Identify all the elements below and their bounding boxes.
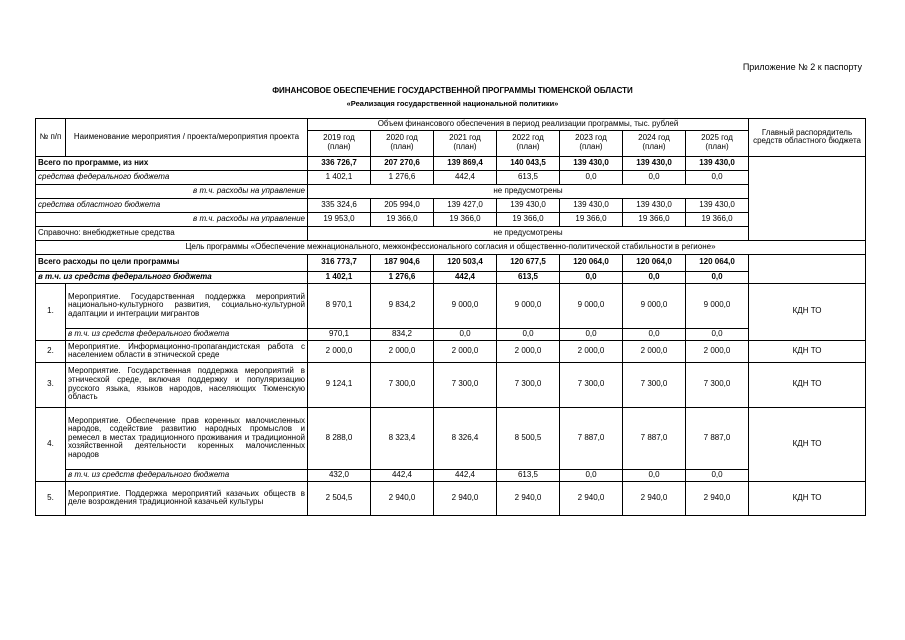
header-row-1	[36, 119, 866, 131]
federal-value: 0,0	[623, 170, 686, 184]
measure-value: 7 887,0	[623, 407, 686, 469]
total-value: 139 869,4	[434, 156, 497, 170]
federal-label: средства федерального бюджета	[36, 170, 308, 184]
measure-federal-value: 432,0	[308, 469, 371, 481]
measure-value: 2 940,0	[623, 481, 686, 515]
measure-value: 2 000,0	[686, 340, 749, 362]
measure-value: 9 000,0	[434, 283, 497, 328]
total-value: 207 270,6	[371, 156, 434, 170]
measure-row	[36, 407, 866, 469]
measure-federal-value: 442,4	[434, 469, 497, 481]
goal-federal-value: 0,0	[560, 271, 623, 283]
measure-value: 8 326,4	[434, 407, 497, 469]
regional-value: 139 430,0	[497, 198, 560, 212]
measure-federal-value: 0,0	[434, 328, 497, 340]
measure-value: 2 940,0	[686, 481, 749, 515]
regional-mgmt-label: в т.ч. расходы на управление	[36, 212, 308, 226]
total-value: 139 430,0	[686, 156, 749, 170]
document-title: ФИНАНСОВОЕ ОБЕСПЕЧЕНИЕ ГОСУДАРСТВЕННОЙ ПРОГРАММЫ ТЮМЕНСКОЙ ОБЛАСТИ	[272, 86, 633, 95]
regional-mgmt-row	[36, 212, 866, 226]
measure-value: 7 300,0	[371, 362, 434, 407]
regional-mgmt-value: 19 953,0	[308, 212, 371, 226]
measure-name: Мероприятие. Информационно-пропагандистская работа с населением области в этнической среде	[66, 340, 308, 362]
goal-federal-value: 0,0	[623, 271, 686, 283]
manager-blank-cell	[749, 156, 866, 240]
federal-value: 0,0	[560, 170, 623, 184]
measure-value: 8 323,4	[371, 407, 434, 469]
goal-total-value: 120 064,0	[560, 254, 623, 271]
federal-value: 613,5	[497, 170, 560, 184]
measure-row	[36, 283, 866, 328]
measure-value: 2 000,0	[497, 340, 560, 362]
total-value: 139 430,0	[560, 156, 623, 170]
measure-value: 7 300,0	[434, 362, 497, 407]
measure-num: 5.	[36, 481, 66, 515]
measure-value: 9 000,0	[623, 283, 686, 328]
measure-name: Мероприятие. Поддержка мероприятий казачьих обществ в деле возрождения традиционной казачьей культуры	[66, 481, 308, 515]
measure-manager: КДН ТО	[749, 340, 866, 362]
measure-row	[36, 340, 866, 362]
measure-value: 7 300,0	[686, 362, 749, 407]
measure-federal-row	[36, 469, 866, 481]
measure-value: 2 000,0	[371, 340, 434, 362]
offbudget-text: не предусмотрены	[308, 226, 749, 240]
header-year-2019: 2019 год (план)	[308, 130, 371, 156]
measure-value: 7 887,0	[560, 407, 623, 469]
offbudget-row	[36, 226, 866, 240]
measure-federal-row	[36, 328, 866, 340]
measure-row	[36, 362, 866, 407]
measure-federal-value: 613,5	[497, 469, 560, 481]
goal-total-value: 120 064,0	[623, 254, 686, 271]
measure-value: 9 124,1	[308, 362, 371, 407]
goal-row	[36, 240, 866, 254]
measure-manager: КДН ТО	[749, 481, 866, 515]
goal-total-value: 120 503,4	[434, 254, 497, 271]
measure-federal-value: 0,0	[686, 469, 749, 481]
regional-label: средства областного бюджета	[36, 198, 308, 212]
measure-value: 2 940,0	[371, 481, 434, 515]
measure-value: 2 504,5	[308, 481, 371, 515]
goal-federal-value: 442,4	[434, 271, 497, 283]
regional-mgmt-value: 19 366,0	[686, 212, 749, 226]
measure-value: 2 940,0	[560, 481, 623, 515]
regional-value: 335 324,6	[308, 198, 371, 212]
measure-federal-value: 0,0	[686, 328, 749, 340]
federal-value: 1 402,1	[308, 170, 371, 184]
goal-total-value: 316 773,7	[308, 254, 371, 271]
goal-federal-value: 0,0	[686, 271, 749, 283]
measure-value: 9 834,2	[371, 283, 434, 328]
document-subtitle: «Реализация государственной национальной политики»	[346, 99, 559, 108]
regional-mgmt-value: 19 366,0	[371, 212, 434, 226]
goal-federal-row	[36, 271, 866, 283]
measure-num: 4.	[36, 407, 66, 481]
measure-manager: КДН ТО	[749, 407, 866, 481]
header-year-2023: 2023 год (план)	[560, 130, 623, 156]
header-manager: Главный распорядитель средств областного бюджета	[749, 119, 866, 157]
measure-value: 2 000,0	[623, 340, 686, 362]
measure-federal-value: 0,0	[623, 469, 686, 481]
measure-federal-label: в т.ч. из средств федерального бюджета	[66, 469, 308, 481]
header-year-2021: 2021 год (план)	[434, 130, 497, 156]
financing-table	[35, 118, 866, 516]
goal-federal-value: 1 276,6	[371, 271, 434, 283]
header-volume: Объем финансового обеспечения в период реализации программы, тыс. рублей	[308, 119, 749, 131]
header-num: № п/п	[36, 119, 66, 157]
goal-total-value: 187 904,6	[371, 254, 434, 271]
goal-total-row	[36, 254, 866, 271]
measure-value: 7 300,0	[560, 362, 623, 407]
federal-mgmt-label: в т.ч. расходы на управление	[36, 184, 308, 198]
measure-value: 8 970,1	[308, 283, 371, 328]
goal-federal-label: в т.ч. из средств федерального бюджета	[36, 271, 308, 283]
regional-value: 139 430,0	[686, 198, 749, 212]
regional-value: 139 430,0	[623, 198, 686, 212]
total-value: 336 726,7	[308, 156, 371, 170]
regional-mgmt-value: 19 366,0	[434, 212, 497, 226]
total-label: Всего по программе, из них	[36, 156, 308, 170]
federal-value: 0,0	[686, 170, 749, 184]
regional-mgmt-value: 19 366,0	[560, 212, 623, 226]
measure-value: 7 300,0	[497, 362, 560, 407]
header-year-2022: 2022 год (план)	[497, 130, 560, 156]
regional-mgmt-value: 19 366,0	[623, 212, 686, 226]
goal-total-value: 120 064,0	[686, 254, 749, 271]
regional-mgmt-value: 19 366,0	[497, 212, 560, 226]
header-year-2025: 2025 год (план)	[686, 130, 749, 156]
header-year-2024: 2024 год (план)	[623, 130, 686, 156]
measure-value: 2 940,0	[434, 481, 497, 515]
measure-value: 9 000,0	[560, 283, 623, 328]
measure-name: Мероприятие. Обеспечение прав коренных малочисленных народов, содействие развитию народных промыслов и ремесел в местах традиционного проживания и традиционной хозяйственной деятельности коренных малочисленных народов	[66, 407, 308, 469]
measure-federal-value: 442,4	[371, 469, 434, 481]
goal-total-value: 120 677,5	[497, 254, 560, 271]
measure-num: 2.	[36, 340, 66, 362]
measure-name: Мероприятие. Государственная поддержка мероприятий национально-культурного развития, социально-культурной адаптации и интеграции мигрантов	[66, 283, 308, 328]
regional-value: 139 430,0	[560, 198, 623, 212]
measure-federal-value: 970,1	[308, 328, 371, 340]
goal-federal-value: 1 402,1	[308, 271, 371, 283]
measure-federal-value: 0,0	[623, 328, 686, 340]
total-value: 139 430,0	[623, 156, 686, 170]
measure-value: 9 000,0	[686, 283, 749, 328]
goal-federal-value: 613,5	[497, 271, 560, 283]
measure-federal-value: 834,2	[371, 328, 434, 340]
measure-value: 9 000,0	[497, 283, 560, 328]
measure-num: 1.	[36, 283, 66, 340]
offbudget-label: Справочно: внебюджетные средства	[36, 226, 308, 240]
measure-federal-value: 0,0	[560, 328, 623, 340]
measure-value: 2 000,0	[560, 340, 623, 362]
goal-total-label: Всего расходы по цели программы	[36, 254, 308, 271]
measure-value: 2 000,0	[308, 340, 371, 362]
measure-value: 8 288,0	[308, 407, 371, 469]
regional-value: 205 994,0	[371, 198, 434, 212]
measure-num: 3.	[36, 362, 66, 407]
measure-value: 7 300,0	[623, 362, 686, 407]
measure-value: 8 500,5	[497, 407, 560, 469]
measure-federal-value: 0,0	[497, 328, 560, 340]
federal-row	[36, 170, 866, 184]
federal-value: 442,4	[434, 170, 497, 184]
federal-mgmt-text: не предусмотрены	[308, 184, 749, 198]
measure-manager: КДН ТО	[749, 283, 866, 340]
measure-name: Мероприятие. Государственная поддержка мероприятий в этнической среде, включая поддержку и популяризацию русского языка, языков народов, населяющих Тюменскую область	[66, 362, 308, 407]
goal-text: Цель программы «Обеспечение межнационального, межконфессионального согласия и общественно-политической стабильности в регионе»	[36, 240, 866, 254]
header-name: Наименование мероприятия / проекта/мероприятия проекта	[66, 119, 308, 157]
measure-value: 7 887,0	[686, 407, 749, 469]
measure-row	[36, 481, 866, 515]
appendix-note: Приложение № 2 к паспорту	[742, 62, 862, 72]
regional-row	[36, 198, 866, 212]
measure-value: 2 000,0	[434, 340, 497, 362]
federal-value: 1 276,6	[371, 170, 434, 184]
federal-mgmt-row	[36, 184, 866, 198]
header-year-2020: 2020 год (план)	[371, 130, 434, 156]
regional-value: 139 427,0	[434, 198, 497, 212]
total-row	[36, 156, 866, 170]
measure-value: 2 940,0	[497, 481, 560, 515]
measure-manager: КДН ТО	[749, 362, 866, 407]
measure-federal-label: в т.ч. из средств федерального бюджета	[66, 328, 308, 340]
total-value: 140 043,5	[497, 156, 560, 170]
measure-federal-value: 0,0	[560, 469, 623, 481]
manager-blank-cell	[749, 254, 866, 283]
